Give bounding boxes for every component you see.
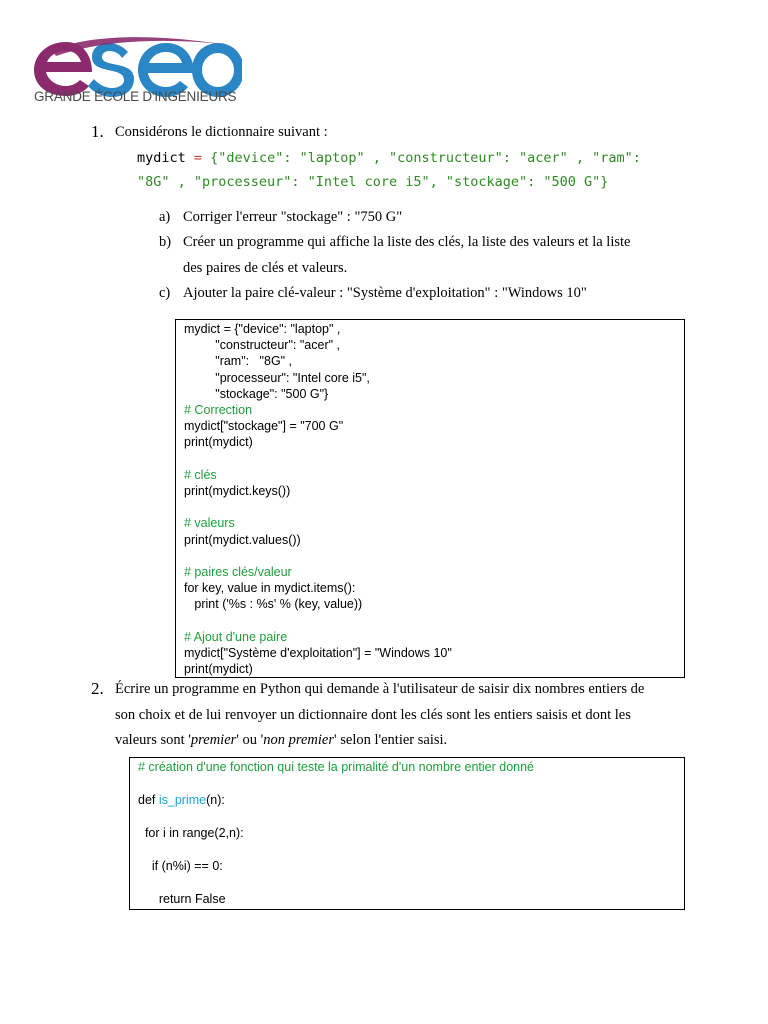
code-line: mydict["stockage"] = "700 G" [184, 419, 344, 434]
code-line: print(mydict.values()) [184, 532, 301, 547]
code-operator: = [185, 150, 211, 166]
list-item-b-cont [159, 256, 347, 281]
text-fragment: valeurs sont ' [115, 732, 191, 748]
code-for-line: for i in range(2,n): [138, 826, 244, 840]
code-line-2: "8G" , "processeur": "Intel core i5", "stockage": "500 G"} [137, 174, 609, 190]
list-item-letter: c) [159, 285, 171, 301]
code-function-name: is_prime [158, 793, 207, 807]
code-return-line: return False [138, 892, 226, 906]
code-dict-start: {"device": "laptop" , "constructeur": "acer" , "ram": [210, 150, 641, 166]
text-fragment: ' selon l'entier saisi. [334, 732, 448, 748]
code-line: print(mydict.keys()) [184, 484, 291, 498]
code-line: for key, value in mydict.items(): [184, 581, 356, 596]
list-item-letter: b) [159, 234, 172, 250]
code-keyword: def [138, 793, 159, 807]
question-intro: Considérons le dictionnaire suivant : [115, 124, 328, 140]
code-line: mydict = {"device": "laptop" , [184, 322, 341, 336]
question-number: 2. [91, 679, 104, 698]
answer-code-box-2 [129, 757, 685, 910]
question-text-line [115, 728, 447, 753]
code-comment: # clés [184, 467, 217, 482]
list-item-letter: a) [159, 209, 171, 225]
code-line: "ram": "8G" , [184, 354, 293, 369]
code-comment: # paires clés/valeur [184, 565, 292, 579]
list-item-text: des paires de clés et valeurs. [183, 260, 348, 276]
code-line: "processeur": "Intel core i5", [184, 370, 370, 385]
code-if-line: if (n%i) == 0: [138, 859, 223, 873]
code-line: mydict["Système d'exploitation"] = "Windows 10" [184, 646, 452, 660]
question-text-line: Écrire un programme en Python qui demande à l'utilisateur de saisir dix nombres entiers de [115, 681, 645, 697]
question-text-line: son choix et de lui renvoyer un dictionnaire dont les clés sont les entiers saisis et dont les [115, 707, 631, 723]
code-line: print(mydict) [184, 435, 253, 450]
list-item-a [159, 205, 402, 230]
code-line-1 [137, 150, 641, 166]
code-def-line [138, 793, 225, 807]
list-item-text: Corriger l'erreur "stockage" : "750 G" [183, 209, 403, 225]
list-item-c [159, 281, 587, 306]
code-line: "stockage": "500 G"} [184, 386, 329, 401]
code-line: print(mydict) [184, 662, 253, 677]
code-params: (n): [206, 793, 225, 807]
code-comment: # Correction [184, 403, 253, 417]
text-fragment: ' ou ' [236, 732, 264, 748]
emphasis-premier: premier [190, 732, 237, 748]
list-item-text: Créer un programme qui affiche la liste des clés, la liste des valeurs et la liste [183, 234, 631, 250]
answer-code-box [175, 319, 685, 678]
logo-tagline: GRANDE ÉCOLE D'INGÉNIEURS [34, 89, 237, 104]
code-line: "constructeur": "acer" , [184, 338, 340, 353]
code-comment: # Ajout d'une paire [184, 629, 288, 644]
emphasis-non-premier: non premier [263, 732, 335, 748]
code-comment: # valeurs [184, 516, 235, 531]
code-comment: # création d'une fonction qui teste la primalité d'un nombre entier donné [138, 760, 534, 774]
code-var: mydict [137, 150, 186, 166]
question-number: 1. [91, 122, 104, 141]
list-item-text: Ajouter la paire clé-valeur : "Système d'exploitation" : "Windows 10" [183, 285, 587, 301]
code-line: print ('%s : %s' % (key, value)) [184, 597, 363, 612]
list-item-b [159, 230, 630, 255]
